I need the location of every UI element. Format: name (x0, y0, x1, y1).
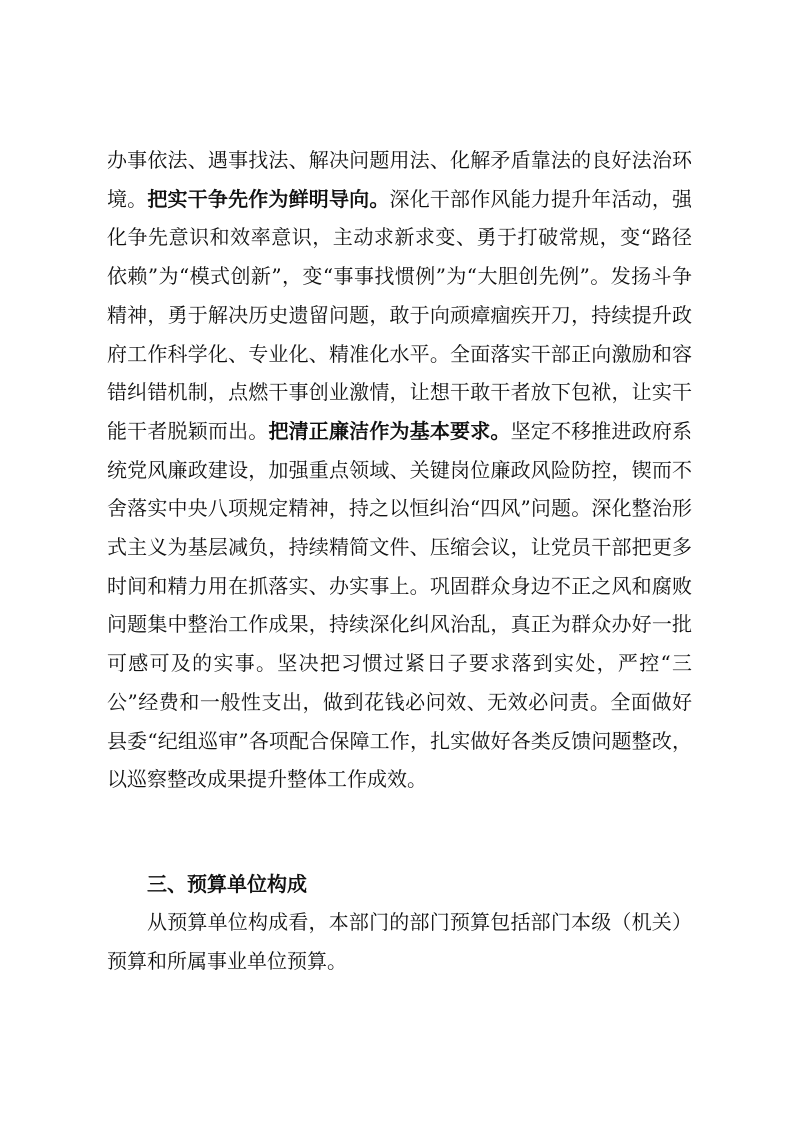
body-paragraph-1 (107, 141, 692, 799)
section-heading: 三、预算单位构成 (147, 872, 307, 896)
paragraph-text-segment: 坚定不移推进政府系统党风廉政建设，加强重点领域、关键岗位廉政风险防控，锲而不舍落实中央八项规定精神，持之以恒纠治“四风”问题。深化整治形式主义为基层减负，持续精简文件、压缩会议，让党员干部把更多时间和精力用在抓落实、办实事上。巩固群众身边不正之风和腐败问题集中整治工作成果，持续深化纠风治乱，真正为群众办好一批可感可及的实事。坚决把习惯过紧日子要求落到实处，严控“三公”经费和一般性支出，做到花钱必问效、无效必问责。全面做好县委“纪组巡审”各项配合保障工作，扎实做好各类反馈问题整改，以巡察整改成果提升整体工作成效。 (107, 418, 693, 792)
bold-key-phrase: 把实干争先作为鲜明导向。 (147, 186, 390, 211)
bold-key-phrase: 把清正廉洁作为基本要求。 (268, 418, 511, 443)
body-paragraph-2: 从预算单位构成看，本部门的部门预算包括部门本级（机关）预算和所属事业单位预算。 (107, 910, 692, 973)
paragraph-text-segment: 办事依法、遇事找法、解决问题用法、化解矛盾靠法的良好法治环境。 (107, 148, 692, 211)
paragraph-text-segment: 深化干部作风能力提升年活动，强化争先意识和效率意识，主动求新求变、勇于打破常规，变“路径依赖”为“模式创新”，变“事事找惯例”为“大胆创先例”。发扬斗争精神，勇于解决历史遗留问题，敢于向顽瘴痼疾开刀，持续提升政府工作科学化、专业化、精准化水平。全面落实干部正向激励和容错纠错机制，点燃干事创业激情，让想干敢干者放下包袱，让实干能干者脱颖而出。 (107, 186, 693, 443)
